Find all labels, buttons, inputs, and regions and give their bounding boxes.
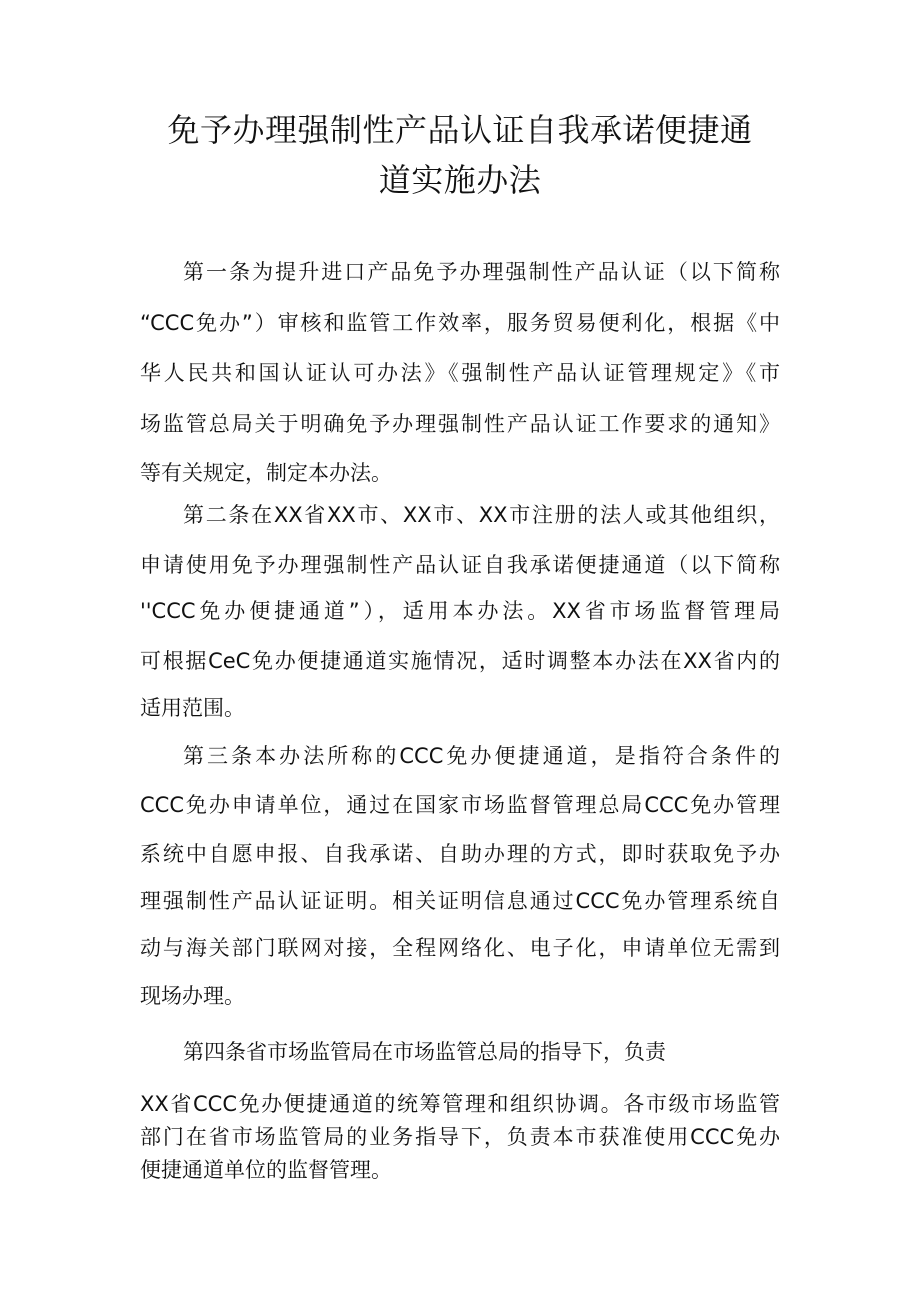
article-3-line-4: 理强制性产品认证证明。相关证明信息通过CCC免办管理系统自: [140, 889, 780, 913]
article-4-line-2: XX省CCC免办便捷通道的统筹管理和组织协调。各市级市场监管: [140, 1092, 780, 1116]
article-4-line-1: 第四条省市场监管局在市场监管总局的指导下，负责: [183, 1040, 666, 1064]
article-1-line-4: 场监管总局关于明确免予办理强制性产品认证工作要求的通知》: [140, 412, 780, 436]
article-2-line-1: 第二条在XX省XX市、XX市、XX市注册的法人或其他组织，: [183, 503, 780, 527]
article-3-line-5: 动与海关部门联网对接，全程网络化、电子化，申请单位无需到: [140, 936, 780, 960]
document-title-line-1: 免予办理强制性产品认证自我承诺便捷通: [167, 111, 753, 149]
document-title-line-2: 道实施办法: [378, 161, 542, 199]
article-3-line-6: 现场办理。: [140, 984, 245, 1008]
article-1-line-2: “CCC免办”）审核和监管工作效率，服务贸易便利化，根据《中: [140, 311, 780, 335]
article-3-line-2: CCC免办申请单位，通过在国家市场监督管理总局CCC免办管理: [140, 793, 780, 817]
article-1-line-3: 华人民共和国认证认可办法》《强制性产品认证管理规定》《市: [140, 361, 780, 385]
article-1-line-5: 等有关规定，制定本办法。: [140, 461, 392, 485]
article-3-line-1: 第三条本办法所称的CCC免办便捷通道，是指符合条件的: [183, 744, 780, 768]
article-4-line-3: 部门在省市场监管局的业务指导下，负责本市获准使用CCC免办: [140, 1125, 780, 1149]
article-4-line-4: 便捷通道单位的监督管理。: [140, 1158, 392, 1182]
article-2-line-2: 申请使用免予办理强制性产品认证自我承诺便捷通道（以下简称: [140, 553, 780, 577]
article-2-line-5: 适用范围。: [140, 696, 245, 720]
article-2-line-3: ''CCC免办便捷通道”），适用本办法。XX省市场监督管理局: [140, 599, 780, 623]
article-2-line-4: 可根据CeC免办便捷通道实施情况，适时调整本办法在XX省内的: [140, 649, 780, 673]
article-1-line-1: 第一条为提升进口产品免予办理强制性产品认证（以下简称: [183, 260, 780, 284]
article-3-line-3: 系统中自愿申报、自我承诺、自助办理的方式，即时获取免予办: [140, 842, 780, 866]
